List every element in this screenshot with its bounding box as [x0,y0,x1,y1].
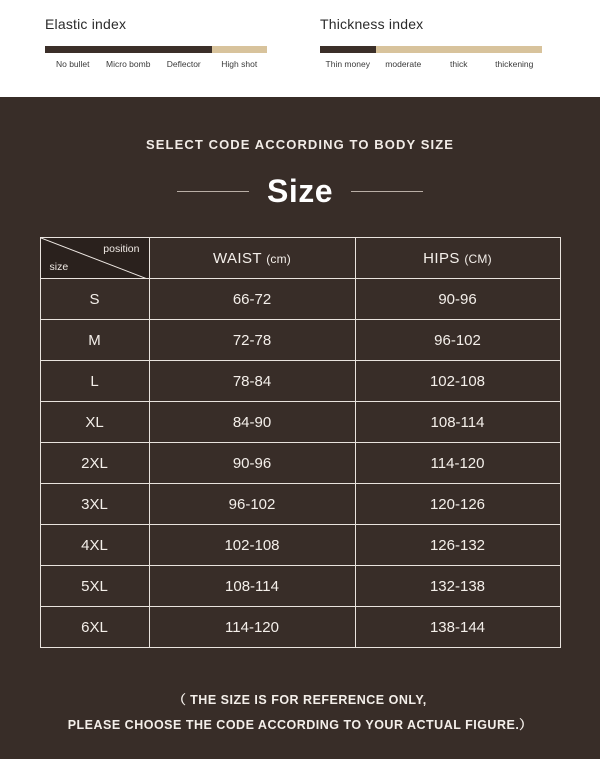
table-corner-cell [40,238,149,279]
thickness-index-segment-1 [320,46,376,53]
elastic-index-label-2: Micro bomb [106,59,151,69]
row-size-label: S [40,279,149,320]
table-row [40,484,560,525]
thickness-index-block [320,16,560,70]
row-waist-value: 90-96 [149,443,355,484]
row-waist-value: 102-108 [149,525,355,566]
reference-note-line-1: （ THE SIZE IS FOR REFERENCE ONLY, [173,693,427,707]
page-title: SELECT CODE ACCORDING TO BODY SIZE [145,137,455,152]
elastic-index-labels [45,59,267,70]
table-header-waist [149,238,355,279]
table-header-waist-unit: (cm) [266,251,292,266]
table-row [40,361,560,402]
table-header-hips-text: HIPS [423,249,460,267]
elastic-index-label-4: High shot [221,59,258,69]
row-waist-value: 78-84 [149,361,355,402]
corner-col-label: position [103,243,140,255]
elastic-index-segment-2 [101,46,157,53]
size-heading-text: Size [266,173,334,209]
corner-row-label: size [49,261,69,273]
row-size-label: 3XL [40,484,149,525]
row-size-label: M [40,320,149,361]
row-size-label: L [40,361,149,402]
table-row [40,607,560,648]
elastic-index-label-1: No bullet [55,59,90,69]
row-waist-value: 66-72 [149,279,355,320]
elastic-index-segment-1 [45,46,101,53]
row-hips-value: 120-126 [355,484,560,525]
thickness-index-label-4: thickening [495,59,534,69]
elastic-index-segment-4 [212,46,268,53]
row-hips-value: 114-120 [355,443,560,484]
index-panel [0,0,600,97]
row-hips-value: 96-102 [355,320,560,361]
size-panel [0,97,600,759]
thickness-index-label-2: moderate [385,59,422,69]
thickness-index-labels [320,59,542,70]
elastic-index-title: Elastic index [45,16,127,32]
table-row [40,443,560,484]
row-hips-value: 90-96 [355,279,560,320]
row-hips-value: 126-132 [355,525,560,566]
row-size-label: XL [40,402,149,443]
size-heading [0,174,600,208]
table-row [40,279,560,320]
size-table [40,237,561,648]
table-row [40,320,560,361]
thickness-index-segment-3 [431,46,487,53]
row-size-label: 5XL [40,566,149,607]
table-header-row [40,238,560,279]
elastic-index-segment-3 [156,46,212,53]
reference-note [0,688,600,738]
row-waist-value: 84-90 [149,402,355,443]
thickness-index-bar [320,46,542,53]
table-header-waist-text: WAIST [212,249,262,267]
thickness-index-label-3: thick [450,59,468,69]
row-hips-value: 138-144 [355,607,560,648]
row-hips-value: 132-138 [355,566,560,607]
row-hips-value: 108-114 [355,402,560,443]
row-waist-value: 96-102 [149,484,355,525]
table-header-hips [355,238,560,279]
elastic-index-label-3: Deflector [166,59,201,69]
row-waist-value: 108-114 [149,566,355,607]
row-hips-value: 102-108 [355,361,560,402]
table-header-hips-unit: (CM) [464,251,492,266]
elastic-index-block [45,16,285,70]
row-size-label: 4XL [40,525,149,566]
reference-note-line-2: PLEASE CHOOSE THE CODE ACCORDING TO YOUR ACTUAL FIGURE.） [67,718,533,732]
row-size-label: 2XL [40,443,149,484]
thickness-index-label-1: Thin money [325,59,370,69]
row-waist-value: 72-78 [149,320,355,361]
thickness-index-title: Thickness index [320,16,424,32]
table-row [40,525,560,566]
row-waist-value: 114-120 [149,607,355,648]
thickness-index-segment-2 [376,46,432,53]
thickness-index-segment-4 [487,46,543,53]
heading-rule-left [177,191,249,192]
row-size-label: 6XL [40,607,149,648]
elastic-index-bar [45,46,267,53]
table-row [40,402,560,443]
heading-rule-right [351,191,423,192]
table-row [40,566,560,607]
